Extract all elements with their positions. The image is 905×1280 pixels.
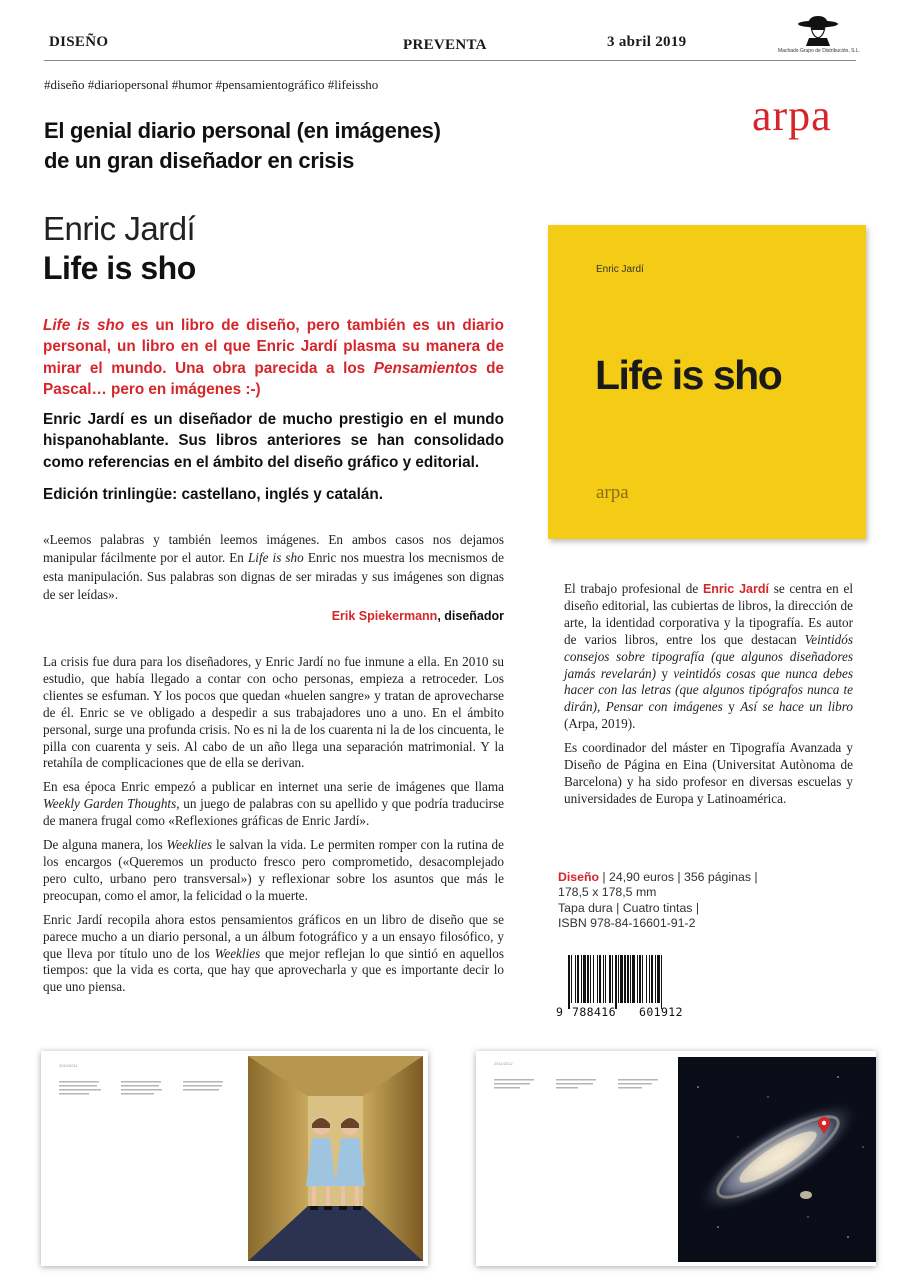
headline-line-1: El genial diario personal (en imágenes) [44,118,441,143]
body-paragraph-4 [43,912,504,997]
bio-c: y [656,665,674,681]
sample-spread-twins [41,1051,428,1266]
book-title: Life is sho [43,250,196,286]
header-rule [44,60,856,61]
bio-e: y [722,699,741,715]
lead-paragraph [43,315,504,400]
distributor-name: Machado Grupo de Distribución, S.L. [778,48,860,54]
specs-binding: Tapa dura | Cuatro tintas | [558,900,700,915]
bio-author-name: Enric Jardí [702,582,769,596]
body-p4-a: Enric Jardí recopila ahora estos pensamientos gráficos en un libro de diseño que se parece mucho a un diario personal, a un álbum fotográfico y a un ensayo filosófico, y que lleva por título uno de los [43,911,504,961]
headline [44,116,524,176]
bio-d: , [596,699,606,715]
date-label: 3 abril 2019 [607,34,687,50]
barcode-lead-digit: 9 [556,1005,563,1019]
publisher-logo: arpa [752,91,832,140]
body-p3-italic: Weeklies [166,837,213,853]
specs-category: Diseño [558,870,599,884]
bio-work-4: Así se hace un libro [740,699,854,715]
book-specs [558,870,788,931]
bio-paragraph-1 [564,581,853,733]
quote-attribution [44,609,504,623]
bio-f: (Arpa, 2019). [564,716,636,732]
blurb-quote [43,531,504,604]
specs-price-pages: | 24,90 euros | 356 páginas | [599,870,758,884]
headline-line-2: de un gran diseñador en crisis [44,148,355,173]
body-text [43,654,504,1003]
specs-line-1 [558,870,788,885]
specs-isbn: ISBN 978-84-16601-91-2 [558,915,696,930]
distributor-logo [778,14,858,58]
bio-work-3: Pensar con imágenes [605,699,723,715]
spread-1-year: 2010/2011 [59,1063,78,1068]
body-paragraph-3 [43,837,504,905]
barcode-bars [556,955,691,1009]
quote-text-a: «Leemos palabras y también leemos imágenes. En ambos casos nos dejamos manipular fácilmente por el autor. En [43,532,504,566]
status-label: PREVENTA [403,37,487,53]
bio-b: se centra en el diseño editorial, las cubiertas de libros, la dirección de arte, la identidad corporativa y la tipografía. Es autor de varios libros, entre los que destacan [564,581,853,647]
barcode-group-1: 788416 [572,1005,616,1019]
cover-author: Enric Jardí [596,264,644,275]
barcode-group-2: 601912 [639,1005,683,1019]
quote-text-b: Enric nos muestra los mecnismos de esta manipulación. Sus palabras son dignas de ser miradas y sus imágenes son dignas de ser leídas». [43,550,504,602]
body-p2-italic: Weekly Garden Thoughts [43,796,177,812]
hashtags: #diseño #diariopersonal #humor #pensamientográfico #lifeissho [44,77,379,92]
spread-2-year: 2011/2012 [494,1061,513,1066]
sample-spread-galaxy [476,1051,876,1266]
body-p3-b: le salvan la vida. Le permiten romper con la rutina de los encargos («Queremos un producto fresco pero comprometido, desacomplejado pero culto, urbano pero transversal») y reflexionar sobre los asuntos que más le preocupan, como el amor, la felicidad o la muerte. [43,837,504,903]
bio-work-2: veintidós cosas que nunca debes hacer con las letras (que algunos tipógrafos nunca te dirán) [564,665,853,715]
lead-text-a: es un libro de diseño, pero también es un diario personal, un libro en el que Enric Jardí plasma su manera de mirar el mundo. Una obra parecida a los [43,317,505,377]
edition-note: Edición trinlingüe: castellano, inglés y catalán. [43,486,384,503]
twins-hallway-photo [248,1056,423,1261]
bio-work-1: Veintidós consejos sobre tipografía (que algunos diseñadores jamás revelarán) [564,631,853,681]
bio-paragraph-2: Es coordinador del máster en Tipografía Avanzada y Diseño de Página en Eina (Universitat Autònoma de Barcelona) y ha sido profesor en diversas escuelas y universidades de Europa y Latinoamérica. [564,740,853,806]
body-p3-a: De alguna manera, los [43,837,167,853]
body-p4-italic: Weeklies [214,945,261,961]
spread-1-text-columns [55,1079,245,1119]
body-p4-b: que mejor reflejan lo que sintió en aquellos tiempos: que la vida es corta, que hay que aprovecharla y que es importante decir lo que uno piensa. [43,945,504,995]
barcode-digits [556,1005,691,1021]
hat-man-icon [778,14,858,48]
author-bio [564,581,853,815]
book-cover [548,225,866,539]
body-p2-b: , un juego de palabras con su apellido y que podría traducirse de manera frugal como «Reflexiones gráficas de Enric Jardí». [43,796,504,829]
specs-size: 178,5 x 178,5 mm [558,885,657,900]
lead-book-title: Life is sho [43,317,125,334]
spread-2-text-columns [490,1077,680,1117]
quote-role: , diseñador [437,609,504,623]
author-name: Enric Jardí [43,210,196,247]
body-p2-a: En esa época Enric empezó a publicar en internet una serie de imágenes que llama [43,779,504,795]
lead-italic: Pensamientos [373,359,478,377]
body-paragraph-2 [43,779,504,830]
bio-a: El trabajo profesional de [564,581,703,596]
isbn-barcode [556,955,691,1023]
body-paragraph-1: La crisis fue dura para los diseñadores, y Enric Jardí no fue inmune a ella. En 2010 su estudio, que había llegado a contar con ocho personas, empieza a retroceder. Los clientes se esfuman. Y los pocos que quedan «huelen sangre» y tratan de aprovecharse de él. Enric se ve obligado a despedir a sus trabajadores uno a uno. En el ámbito personal, surge una profunda crisis. No es ni la de los cuarenta ni la de los cincuenta, le pilla con cuarenta y seis. Al cabo de un año llega una separación matrimonial. Y la retahíla de complicaciones que de ella se derivan. [43,654,504,771]
lead-text-b: de Pascal… pero en imágenes :-) [43,359,504,398]
lead-paragraph-2: Enric Jardí es un diseñador de mucho prestigio en el mundo hispanohablante. Sus libros anteriores se han consolidado como referencias en el ámbito del diseño gráfico y editorial. [43,411,504,471]
galaxy-photo [678,1057,876,1262]
quote-italic: Life is sho [247,550,304,566]
cover-title: Life is sho [595,352,782,398]
quote-author: Erik Spiekermann [331,609,438,623]
cover-publisher: arpa [596,482,629,503]
section-label: DISEÑO [49,34,109,50]
